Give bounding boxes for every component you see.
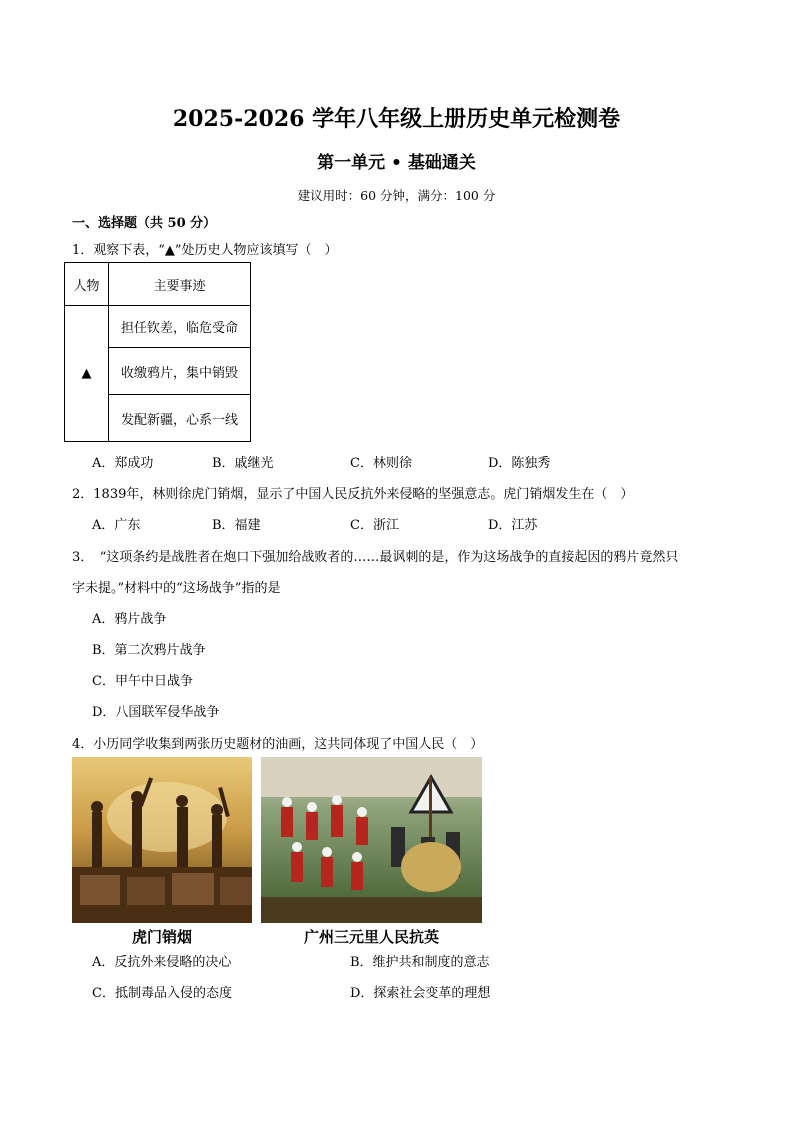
- q3-option-c[interactable]: C．甲午中日战争: [92, 674, 193, 689]
- question-1-stem: 1．观察下表，“▲”处历史人物应该填写（ ）: [72, 243, 338, 258]
- table-deed: 收缴鸦片，集中销毁: [109, 348, 251, 395]
- exam-meta: 建议用时：60 分钟，满分：100 分: [297, 188, 496, 203]
- page-title: 2025-2026 学年八年级上册历史单元检测卷: [172, 106, 621, 132]
- q3-option-a[interactable]: A．鸦片战争: [92, 612, 167, 627]
- question-3-stem-line2: 字未提。”材料中的“这场战争”指的是: [72, 581, 281, 596]
- q2-option-b[interactable]: B．福建: [212, 518, 261, 533]
- question-2-stem: 2．1839年，林则徐虎门销烟，显示了中国人民反抗外来侵略的坚强意志。虎门销烟发生在（ ）: [72, 487, 634, 502]
- sanyuanli-painting-image: [261, 757, 482, 923]
- page-subtitle: 第一单元 • 基础通关: [317, 153, 476, 173]
- q1-option-c[interactable]: C．林则徐: [350, 456, 412, 471]
- question-4-stem: 4．小历同学收集到两张历史题材的油画，这共同体现了中国人民（ ）: [72, 737, 484, 752]
- q3-option-d[interactable]: D．八国联军侵华战争: [92, 705, 220, 720]
- q2-option-a[interactable]: A．广东: [92, 518, 141, 533]
- q2-option-d[interactable]: D．江苏: [488, 518, 538, 533]
- q2-option-c[interactable]: C．浙江: [350, 518, 399, 533]
- q4-option-c[interactable]: C．抵制毒品入侵的态度: [92, 986, 232, 1001]
- question-3-stem-line1: 3． “这项条约是战胜者在炮口下强加给战败者的……最讽刺的是，作为这场战争的直接起因的鸦片竟然只: [72, 550, 679, 565]
- table-person-cell: ▲: [65, 306, 109, 442]
- section-heading: 一、选择题（共 50 分）: [72, 216, 217, 231]
- table-header-person: 人物: [65, 263, 109, 306]
- q1-option-a[interactable]: A．郑成功: [92, 456, 154, 471]
- q1-option-b[interactable]: B．戚继光: [212, 456, 274, 471]
- sanyuanli-painting-caption: 广州三元里人民抗英: [303, 928, 439, 946]
- q3-option-b[interactable]: B．第二次鸦片战争: [92, 643, 206, 658]
- question-1-table: [64, 262, 251, 442]
- q1-option-d[interactable]: D．陈独秀: [488, 456, 551, 471]
- table-deed: 担任钦差，临危受命: [109, 306, 251, 348]
- q4-option-a[interactable]: A．反抗外来侵略的决心: [92, 955, 232, 970]
- humen-painting-image: [72, 757, 252, 923]
- humen-painting-caption: 虎门销烟: [131, 928, 192, 946]
- q4-option-b[interactable]: B．维护共和制度的意志: [350, 955, 490, 970]
- table-header-deeds: 主要事迹: [109, 263, 251, 306]
- table-deed: 发配新疆，心系一线: [109, 395, 251, 442]
- q4-option-d[interactable]: D．探索社会变革的理想: [350, 986, 491, 1001]
